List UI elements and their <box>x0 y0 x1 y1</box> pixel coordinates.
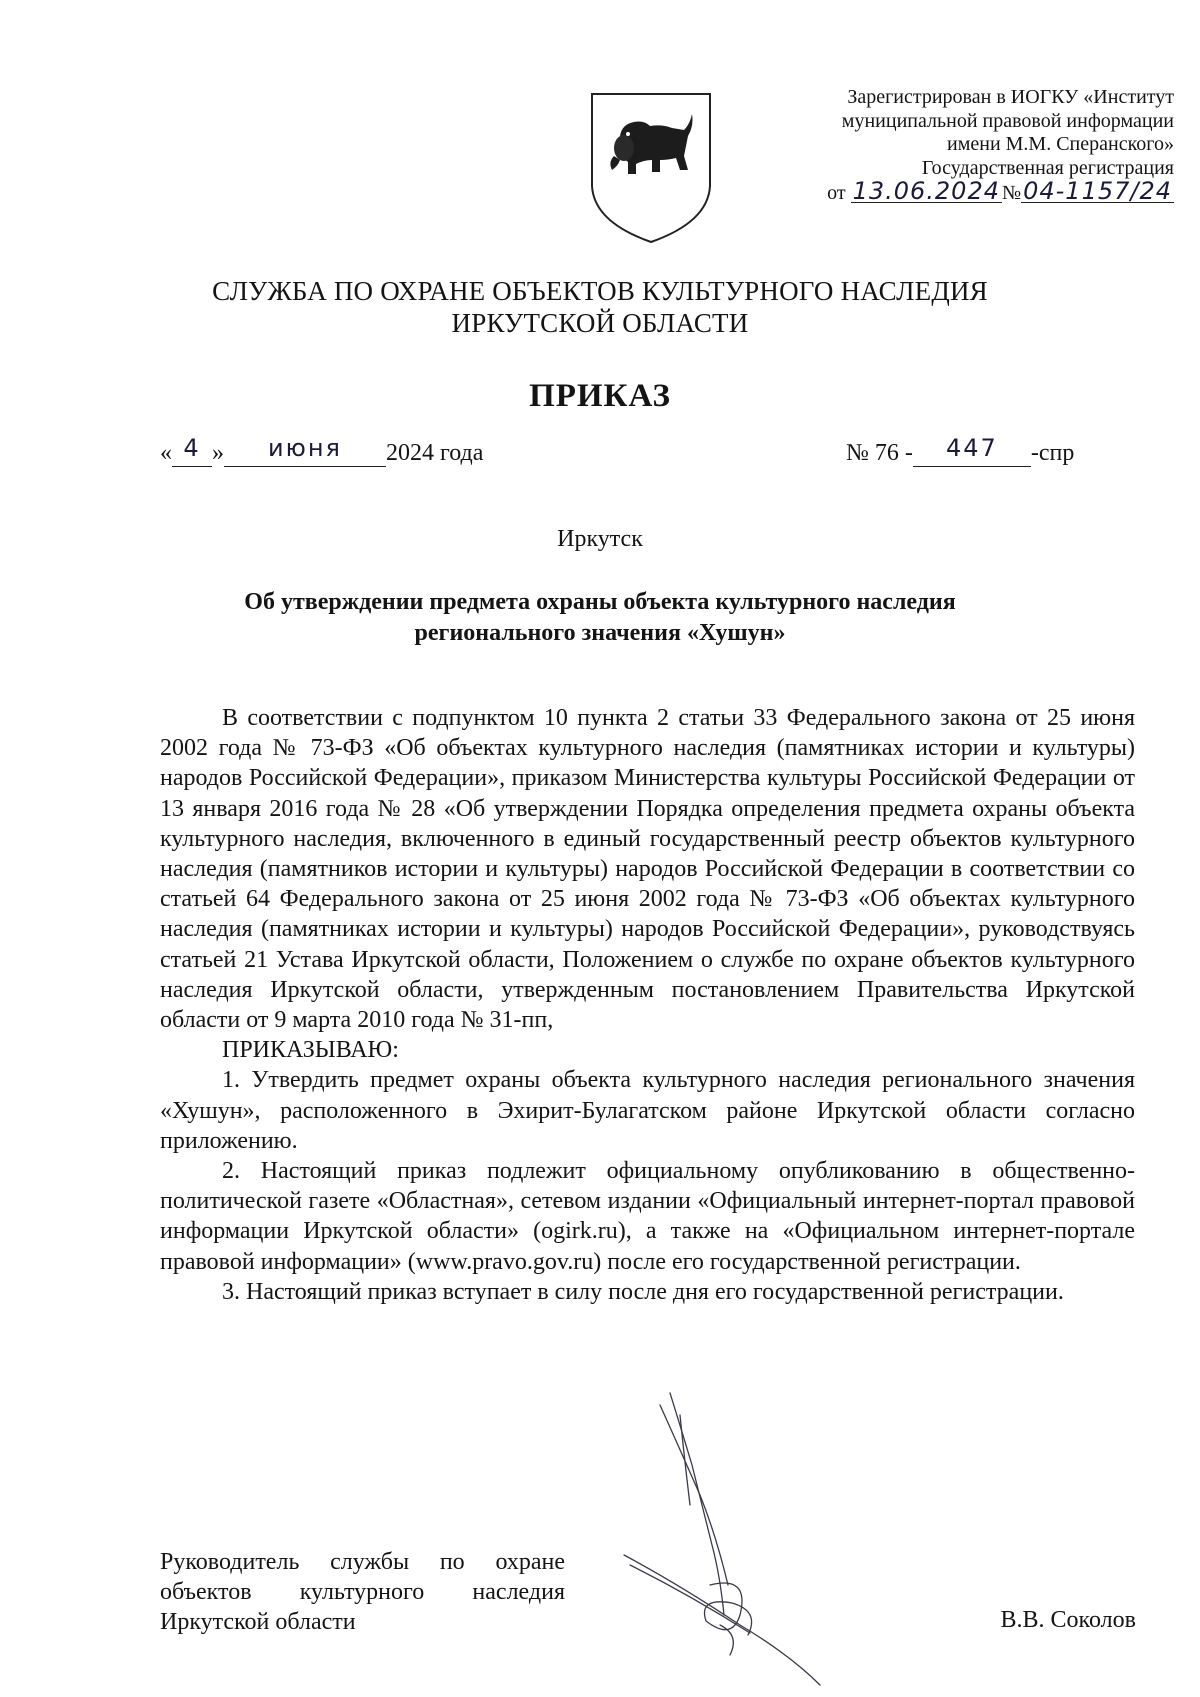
registration-date: 13.06.2024 <box>852 177 1000 205</box>
agency-name-line-2: ИРКУТСКОЙ ОБЛАСТИ <box>451 308 749 338</box>
handwritten-signature-icon <box>620 1385 880 1695</box>
order-number-value: 447 <box>945 434 998 462</box>
registration-line-3: имени М.М. Сперанского» <box>947 133 1174 155</box>
order-number-prefix: № 76 - <box>846 440 913 466</box>
order-number-field <box>913 434 1031 467</box>
order-number <box>846 434 1075 467</box>
order-item-2: 2. Настоящий приказ подлежит официальному опубликованию в общественно-политической газете «Областная», сетевом издании «Официальный интернет-портал правовой информации Иркутской области» (ogirk.ru), а также на «Официальном интернет-портале правовой информации» (www.pravo.gov.ru) после его государственной регистрации. <box>160 1158 1135 1275</box>
date-month-field <box>224 434 386 467</box>
city: Иркутск <box>557 526 643 552</box>
agency-name-line-1: СЛУЖБА ПО ОХРАНЕ ОБЪЕКТОВ КУЛЬТУРНОГО НАСЛЕДИЯ <box>212 276 988 306</box>
order-item-1: 1. Утвердить предмет охраны объекта культурного наследия регионального значения «Хушун», расположенного в Эхирит-Булагатском районе Иркутской области согласно приложению. <box>160 1067 1135 1154</box>
coat-of-arms-icon <box>588 90 714 246</box>
subject-line-2: регионального значения «Хушун» <box>414 620 786 646</box>
date-quote-open: « <box>160 440 172 466</box>
date-day-field <box>172 434 212 467</box>
order-word: ПРИКАЗЫВАЮ: <box>222 1037 399 1064</box>
date-year: 2024 года <box>386 440 484 466</box>
registration-number-sign: № <box>1002 182 1022 204</box>
order-number-suffix: -спр <box>1030 440 1075 466</box>
subject-line-1: Об утверждении предмета охраны объекта культурного наследия <box>244 589 956 615</box>
date-month: июня <box>268 434 342 462</box>
order-body <box>160 703 1135 1307</box>
signatory-name: В.В. Соколов <box>1000 1607 1136 1633</box>
registration-stamp <box>754 86 1174 206</box>
registration-line-1: Зарегистрирован в ИОГКУ «Институт <box>847 86 1174 108</box>
date-quote-close: » <box>212 440 224 466</box>
order-date <box>160 434 484 467</box>
registration-from-label: от <box>827 182 846 204</box>
preamble-paragraph: В соответствии с подпунктом 10 пункта 2 статьи 33 Федерального закона от 25 июня 2002 года № 73-ФЗ «Об объектах культурного наследия (памятниках истории и культуры) народов Российской Федерации», приказом Министерства культуры Российской Федерации от 13 января 2016 года № 28 «Об утверждении Порядка определения предмета охраны объекта культурного наследия, включенного в единый государственный реестр объектов культурного наследия (памятников истории и культуры) народов Российской Федерации в соответствии со статьей 64 Федерального закона от 25 июня 2002 года № 73-ФЗ «Об объектах культурного наследия (памятниках истории и культуры) народов Российской Федерации», руководствуясь статьей 21 Устава Иркутской области, Положением о службе по охране объектов культурного наследия Иркутской области, утвержденным постановлением Правительства Иркутской области от 9 марта 2010 года № 31-пп, <box>160 705 1135 1034</box>
registration-date-number-line <box>754 177 1174 206</box>
registration-line-4: Государственная регистрация <box>921 156 1174 179</box>
signatory-title: Руководитель службы по охране объектов культурного наследия Иркутской области <box>160 1549 565 1635</box>
order-item-3: 3. Настоящий приказ вступает в силу после дня его государственной регистрации. <box>222 1278 1064 1305</box>
registration-number: 04-1157/24 <box>1023 177 1172 205</box>
date-day: 4 <box>183 434 201 462</box>
document-type-heading: ПРИКАЗ <box>529 378 671 414</box>
registration-line-2: муниципальной правовой информации <box>841 109 1174 132</box>
